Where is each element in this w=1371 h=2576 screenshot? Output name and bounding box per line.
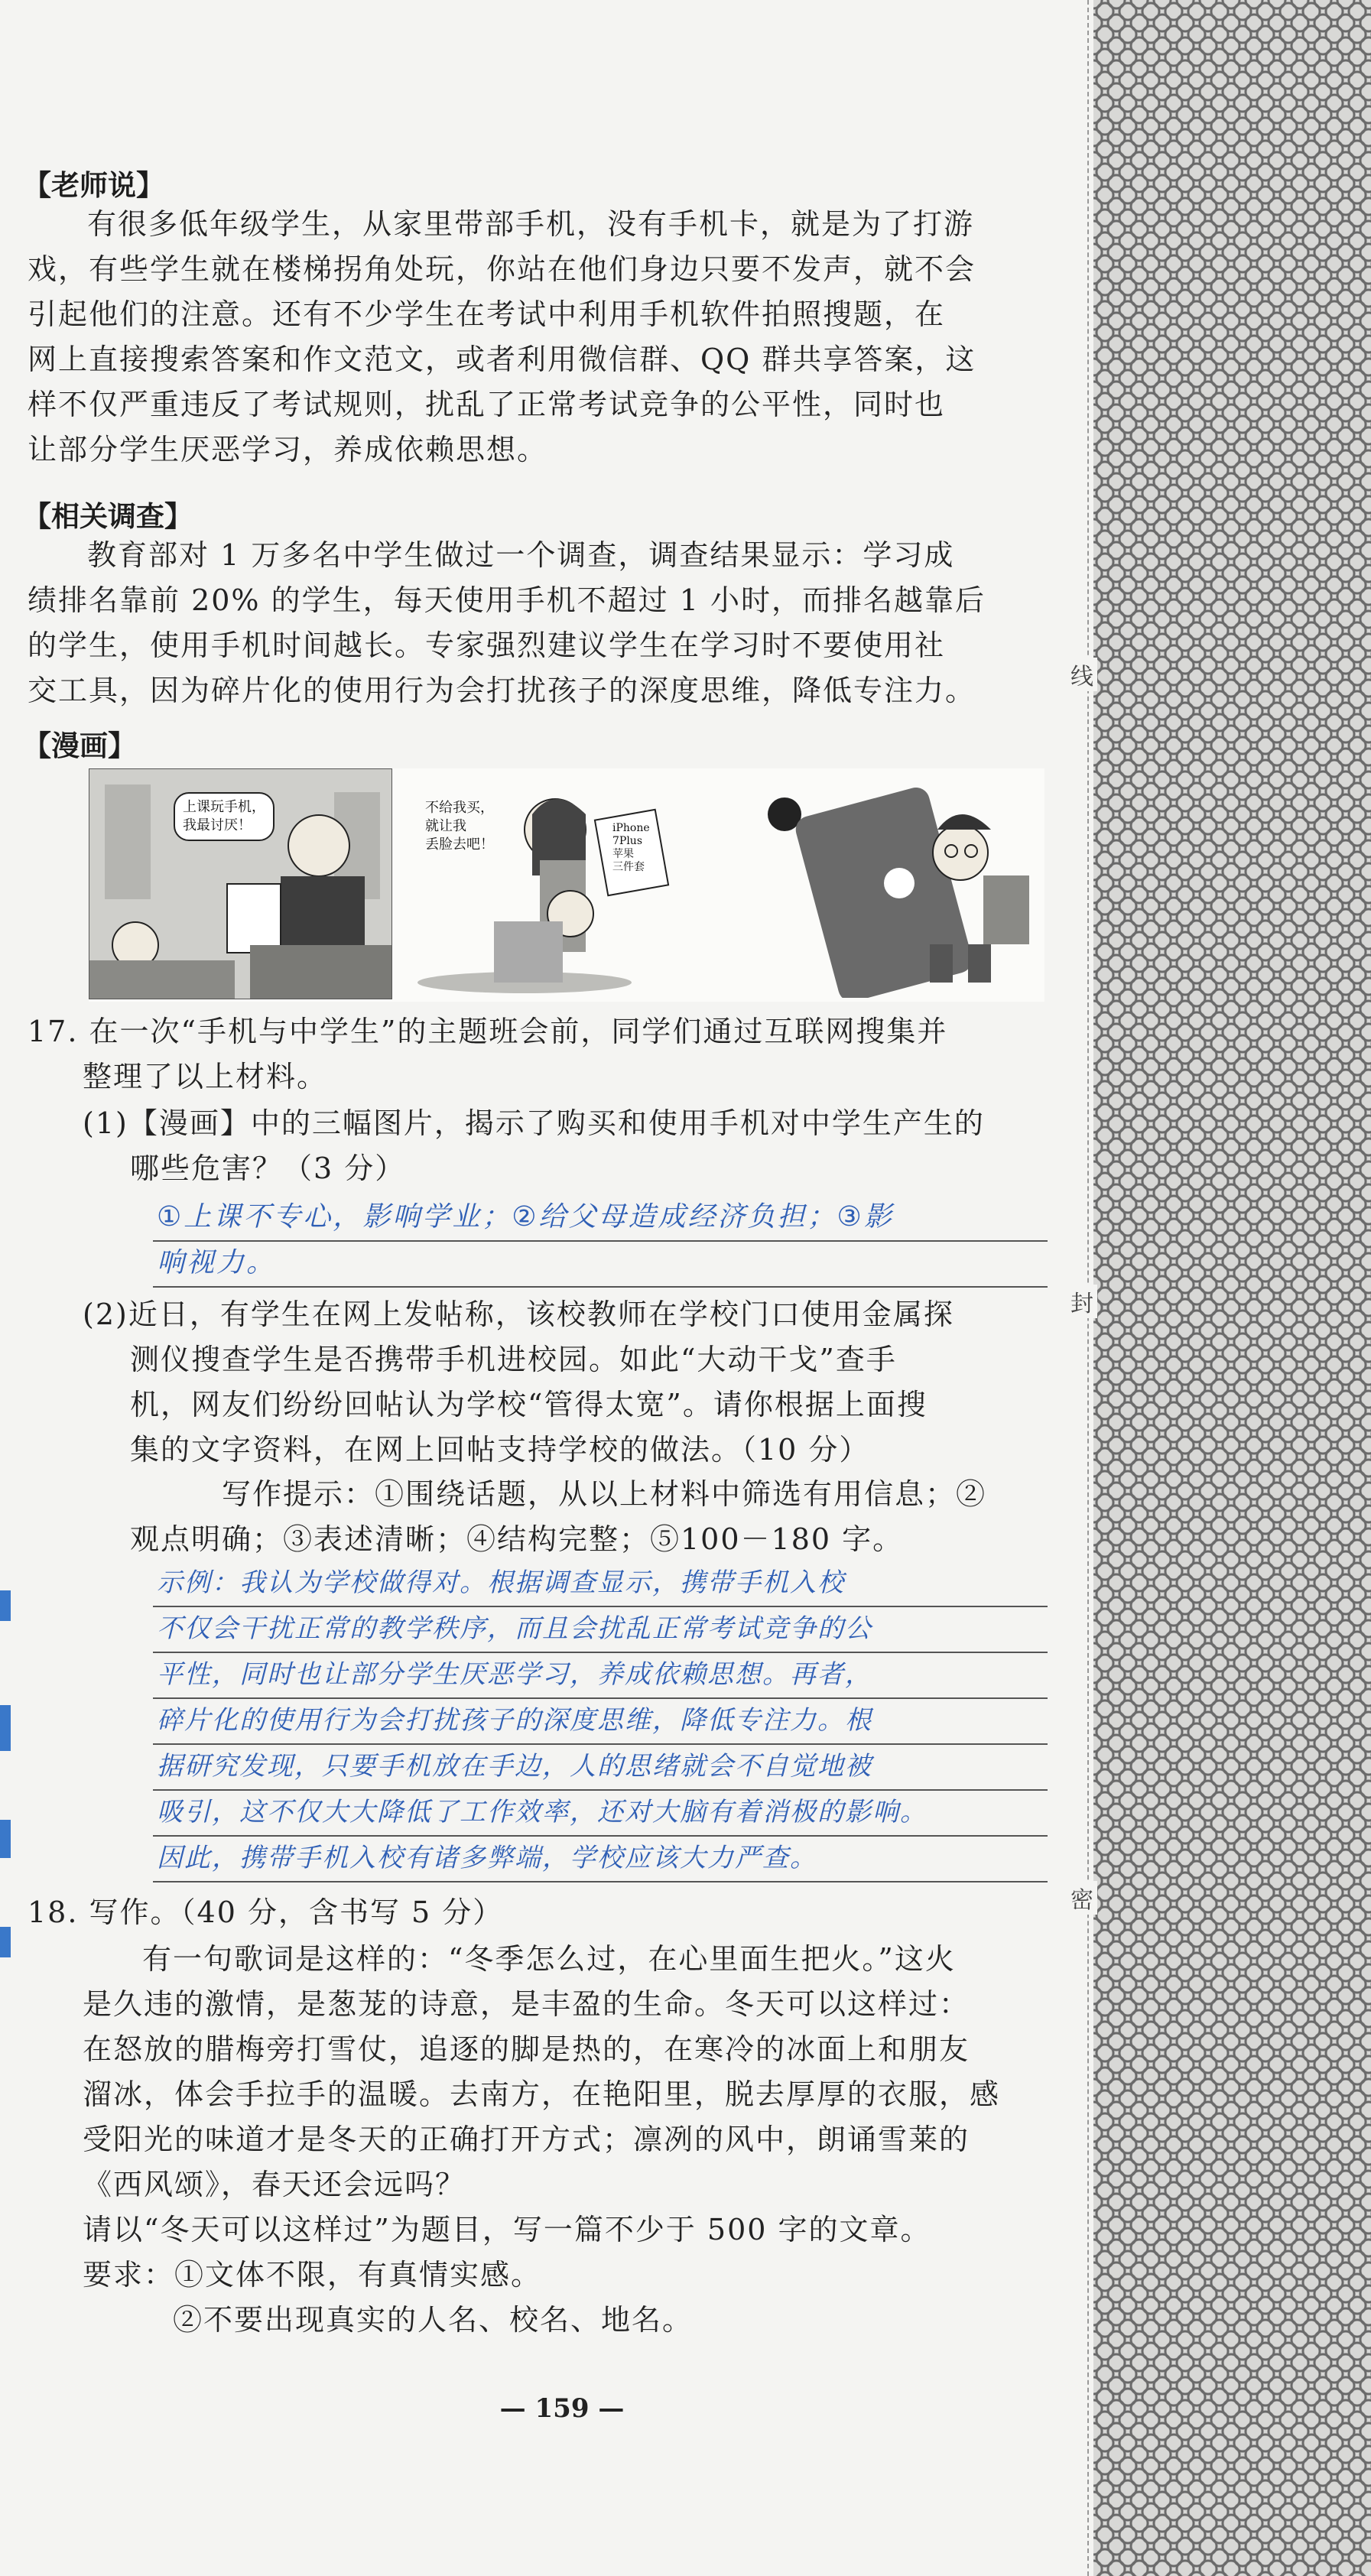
handwritten-line: 不仅会干扰正常的教学秩序，而且会扰乱正常考试竞争的公: [157, 1613, 872, 1644]
text-line: 网上直接搜索答案和作文范文，或者利用微信群、QQ 群共享答案，这: [28, 343, 976, 376]
edge-mark: [0, 1705, 11, 1751]
q17-sub1: [83, 1101, 1054, 1191]
q18-stem: 18. 写作。（40 分，含书写 5 分）: [28, 1895, 504, 1929]
q17-sub2: [83, 1292, 1054, 1473]
text-line: 有很多低年级学生，从家里带部手机，没有手机卡，就是为了打游: [87, 207, 975, 241]
comic-strip: [89, 768, 1044, 1002]
answer-rule: [153, 1835, 1048, 1837]
text-line: 整理了以上材料。: [83, 1060, 328, 1093]
q17-stem: [28, 1009, 1052, 1100]
text-line: 机，网友们纷纷回帖认为学校“管得太宽”。请你根据上面搜: [130, 1388, 928, 1421]
binding-pattern-band: [1093, 0, 1371, 2576]
handwritten-line: 响视力。: [157, 1247, 277, 1278]
text-line: 溜冰，体会手拉手的温暖。去南方，在艳阳里，脱去厚厚的衣服，感: [83, 2077, 1001, 2111]
q18-prompt: [83, 1937, 1054, 2343]
q17-answer2: [157, 1560, 928, 1881]
answer-rule: [153, 1652, 1048, 1653]
text-line: 17. 在一次“手机与中学生”的主题班会前，同学们通过互联网搜集并: [28, 1015, 948, 1048]
teacher-paragraph: [28, 202, 1052, 473]
text-line: 观点明确；③表述清晰；④结构完整；⑤100－180 字。: [130, 1522, 904, 1556]
phone-request-sign: iPhone 7Plus 苹果 三件套: [612, 822, 650, 873]
parents-phone-illustration: [402, 768, 1044, 998]
answer-rule: [153, 1286, 1048, 1288]
speech-bubble-teacher: 上课玩手机， 我最讨厌！: [174, 792, 275, 841]
answer-rule: [153, 1240, 1048, 1242]
margin-mark-line: 线: [1067, 658, 1097, 691]
handwritten-line: 平性，同时也让部分学生厌恶学习，养成依赖思想。再者，: [157, 1659, 872, 1690]
text-line: 写作提示：①围绕话题，从以上材料中筛选有用信息；②: [222, 1477, 987, 1511]
mother-speech: 不给我买， 就让我 丢脸去吧！: [425, 800, 494, 853]
handwritten-line: 示例：我认为学校做得对。根据调查显示，携带手机入校: [157, 1567, 845, 1598]
text-line: 交工具，因为碎片化的使用行为会打扰孩子的深度思维，降低专注力。: [28, 674, 976, 707]
answer-rule: [153, 1697, 1048, 1699]
edge-mark: [0, 1820, 11, 1858]
edge-mark: [0, 1927, 11, 1957]
answer-rule: [153, 1606, 1048, 1607]
comic-panel-classroom: [89, 768, 392, 999]
comic-panels-parents-and-phone: [402, 768, 1044, 998]
text-line: 的学生，使用手机时间越长。专家强烈建议学生在学习时不要使用社: [28, 629, 946, 662]
handwritten-line: 因此，携带手机入校有诸多弊端，学校应该大力严查。: [157, 1843, 817, 1873]
survey-paragraph: [28, 533, 1052, 713]
handwritten-line: 据研究发现，只要手机放在手边，人的思绪就会不自觉地被: [157, 1751, 872, 1782]
text-line: 在怒放的腊梅旁打雪仗，追逐的脚是热的，在寒冷的冰面上和朋友: [83, 2032, 970, 2066]
text-line: 哪些危害？（3 分）: [130, 1152, 406, 1185]
survey-heading: 【相关调查】: [23, 499, 193, 533]
text-line: 是久违的激情，是葱茏的诗意，是丰盈的生命。冬天可以这样过：: [83, 1987, 970, 2021]
teacher-heading: 【老师说】: [23, 168, 164, 202]
text-line: 绩排名靠前 20% 的学生，每天使用手机不超过 1 小时，而排名越靠后: [28, 583, 986, 617]
text-line: 教育部对 1 万多名中学生做过一个调查，调查结果显示：学习成: [87, 538, 955, 572]
text-line: 受阳光的味道才是冬天的正确打开方式；凛冽的风中，朗诵雪莱的: [83, 2123, 970, 2156]
text-line: 戏，有些学生就在楼梯拐角处玩，你站在他们身边只要不发声，就不会: [28, 252, 976, 286]
text-line: ②不要出现真实的人名、校名、地名。: [173, 2303, 694, 2337]
text-line: 有一句歌词是这样的：“冬季怎么过，在心里面生把火。”这火: [142, 1942, 956, 1976]
text-line: 《西风颂》，春天还会远吗？: [83, 2168, 466, 2201]
answer-rule: [153, 1881, 1048, 1882]
q17-writing-tip: [130, 1472, 1055, 1562]
text-line: 测仪搜查学生是否携带手机进校园。如此“大动干戈”查手: [130, 1343, 897, 1376]
text-line: 样不仅严重违反了考试规则，扰乱了正常考试竞争的公平性，同时也: [28, 388, 946, 421]
handwritten-line: 吸引，这不仅大大降低了工作效率，还对大脑有着消极的影响。: [157, 1797, 928, 1827]
edge-mark: [0, 1590, 11, 1621]
text-line: (1)【漫画】中的三幅图片，揭示了购买和使用手机对中学生产生的: [83, 1106, 985, 1140]
margin-mark-seal: 封: [1067, 1285, 1097, 1318]
text-line: 让部分学生厌恶学习，养成依赖思想。: [28, 433, 548, 466]
answer-rule: [153, 1743, 1048, 1745]
text-line: 集的文字资料，在网上回帖支持学校的做法。（10 分）: [130, 1433, 870, 1467]
comic-heading: 【漫画】: [23, 729, 136, 762]
text-line: 要求：①文体不限，有真情实感。: [83, 2258, 542, 2292]
handwritten-line: ①上课不专心，影响学业；②给父母造成经济负担；③影: [157, 1201, 894, 1233]
answer-rule: [153, 1789, 1048, 1791]
margin-mark-secret: 密: [1067, 1881, 1097, 1915]
text-line: 请以“冬天可以这样过”为题目，写一篇不少于 500 字的文章。: [83, 2213, 931, 2246]
text-line: 引起他们的注意。还有不少学生在考试中利用手机软件拍照搜题，在: [28, 297, 946, 331]
handwritten-line: 碎片化的使用行为会打扰孩子的深度思维，降低专注力。根: [157, 1705, 872, 1736]
text-line: (2)近日，有学生在网上发帖称，该校教师在学校门口使用金属探: [83, 1298, 954, 1331]
page-number: — 159 —: [499, 2393, 625, 2424]
